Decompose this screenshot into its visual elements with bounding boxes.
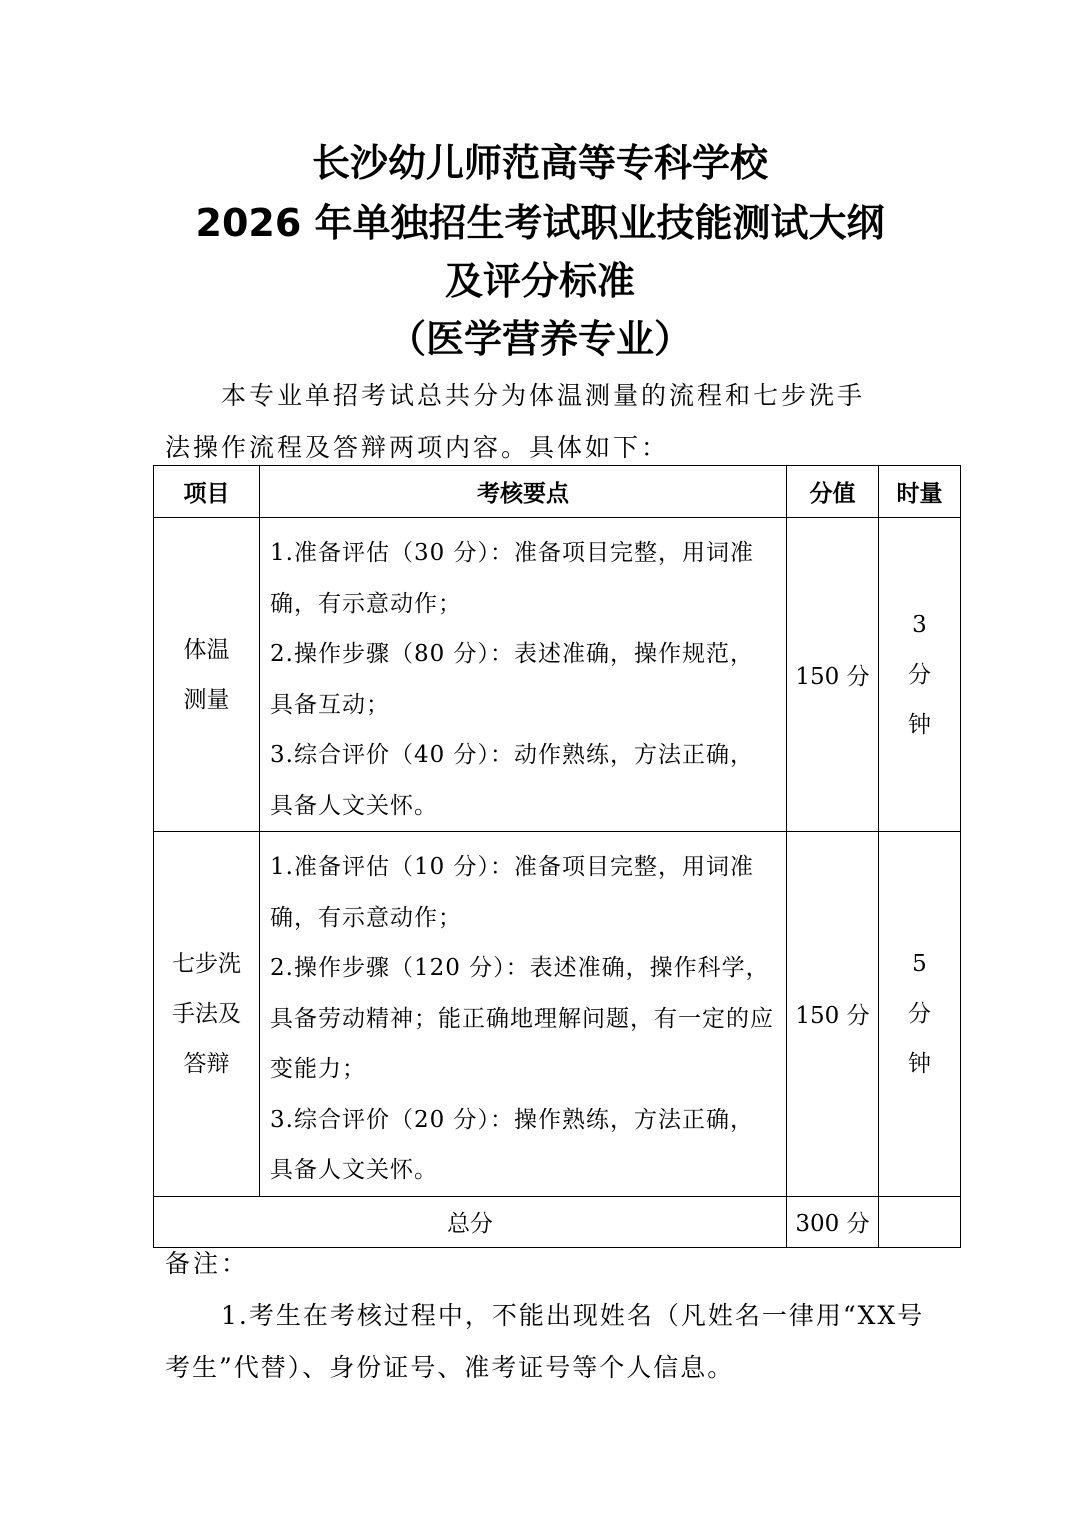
total-label: 总分 — [154, 1196, 787, 1247]
assessment-table — [153, 465, 961, 1248]
total-time-empty — [879, 1196, 961, 1247]
header-points: 考核要点 — [260, 466, 787, 518]
item-label-line: 测量 — [183, 686, 230, 713]
item-label-line: 体温 — [183, 636, 230, 663]
time-cell — [879, 518, 961, 832]
assessment-point: 3.综合评价（20 分）：操作熟练，方法正确，具备人文关怀。 — [270, 1106, 755, 1183]
assessment-point: 2.操作步骤（80 分）：表述准确，操作规范，具备互动； — [270, 641, 755, 718]
intro-paragraph-line-1: 本专业单招考试总共分为体温测量的流程和七步洗手 — [221, 381, 866, 410]
time-line: 钟 — [908, 1050, 931, 1077]
time-line: 5 — [912, 950, 927, 977]
assessment-point: 2.操作步骤（120 分）：表述准确，操作科学，具备劳动精神；能正确地理解问题，有一定的应变能力； — [270, 955, 774, 1082]
table-row — [154, 832, 961, 1197]
item-cell — [154, 518, 260, 832]
document-title-standard: 及评分标准 — [444, 259, 635, 303]
item-label-line: 七步洗 — [172, 950, 241, 977]
table-row — [154, 518, 961, 832]
document-title-exam: 2026 年单独招生考试职业技能测试大纲 — [195, 201, 885, 245]
points-cell — [260, 832, 787, 1197]
item-cell — [154, 832, 260, 1197]
time-cell — [879, 832, 961, 1197]
time-line: 分 — [908, 1000, 931, 1027]
assessment-point: 1.准备评估（10 分）：准备项目完整，用词准确，有示意动作； — [270, 854, 755, 931]
header-time: 时量 — [879, 466, 961, 518]
score-cell: 150 分 — [787, 832, 879, 1197]
total-score: 300 分 — [787, 1196, 879, 1247]
points-cell — [260, 518, 787, 832]
assessment-point: 3.综合评价（40 分）：动作熟练，方法正确，具备人文关怀。 — [270, 742, 755, 819]
time-line: 3 — [912, 611, 927, 638]
time-line: 分 — [908, 661, 931, 688]
time-line: 钟 — [908, 711, 931, 738]
assessment-point: 1.准备评估（30 分）：准备项目完整，用词准确，有示意动作； — [270, 540, 755, 617]
total-row — [154, 1196, 961, 1247]
item-label-line: 答辩 — [183, 1050, 230, 1077]
note-item-1: 1.考生在考核过程中，不能出现姓名（凡姓名一律用“XX号考生”代替）、身份证号、准考证号等个人信息。 — [165, 1301, 925, 1382]
item-label-line: 手法及 — [172, 1000, 241, 1027]
intro-paragraph-line-2: 法操作流程及答辩两项内容。具体如下： — [165, 433, 670, 462]
document-title-school: 长沙幼儿师范高等专科学校 — [311, 141, 768, 185]
notes-label: 备注： — [165, 1249, 250, 1278]
document-title-major: （医学营养专业） — [387, 317, 692, 361]
header-item: 项目 — [154, 466, 260, 518]
table-header-row — [154, 466, 961, 518]
score-cell: 150 分 — [787, 518, 879, 832]
header-score: 分值 — [787, 466, 879, 518]
